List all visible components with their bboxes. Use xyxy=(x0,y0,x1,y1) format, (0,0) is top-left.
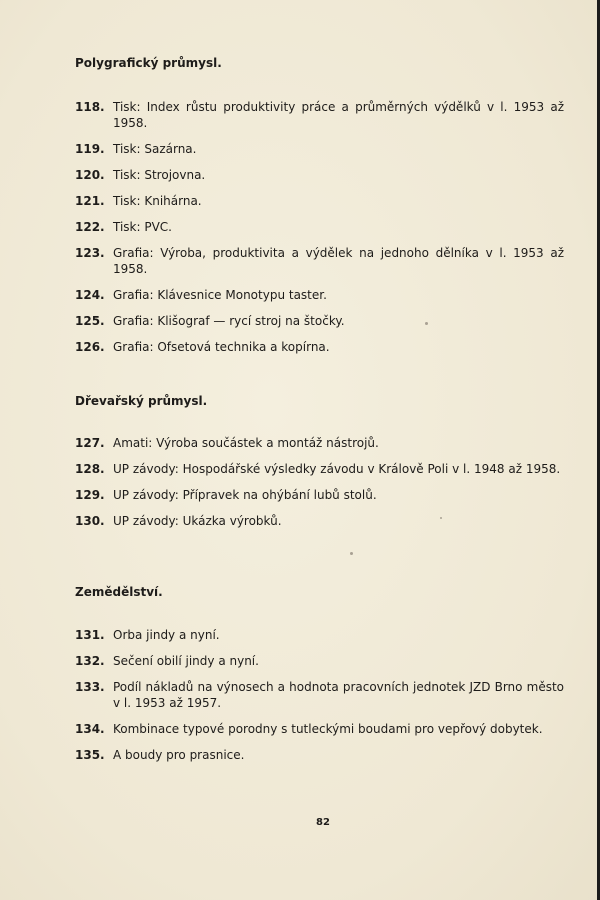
entry-text: Tisk: Index růstu produktivity práce a průměrných výdělků v l. 1953 až 1958. xyxy=(113,100,564,130)
entry-number: 118. xyxy=(75,100,105,114)
list-item xyxy=(75,627,564,643)
entry-number: 126. xyxy=(75,340,105,354)
page-number: 82 xyxy=(316,817,330,828)
list-item xyxy=(75,721,564,737)
list-item xyxy=(75,679,564,711)
list-item xyxy=(75,461,564,477)
entry-number: 123. xyxy=(75,246,105,260)
entry-text: Sečení obilí jindy a nyní. xyxy=(113,654,259,668)
entry-number: 122. xyxy=(75,220,105,234)
entry-text: Grafia: Ofsetová technika a kopírna. xyxy=(113,340,330,354)
entry-text: Tisk: PVC. xyxy=(113,220,172,234)
list-item xyxy=(75,141,564,157)
section-drevarsky xyxy=(75,394,575,539)
entry-text: Grafia: Klišograf — rycí stroj na štočky. xyxy=(113,314,345,328)
list-item xyxy=(75,219,564,235)
entry-number: 119. xyxy=(75,142,105,156)
entry-text: UP závody: Ukázka výrobků. xyxy=(113,514,282,528)
entry-text: Kombinace typové porodny s tutleckými boudami pro vepřový dobytek. xyxy=(113,722,543,736)
list-item xyxy=(75,167,564,183)
entry-text: Orba jindy a nyní. xyxy=(113,628,220,642)
entry-text: Grafia: Klávesnice Monotypu taster. xyxy=(113,288,327,302)
list-item xyxy=(75,747,564,763)
list-item xyxy=(75,287,564,303)
entry-number: 124. xyxy=(75,288,105,302)
list-item xyxy=(75,653,564,669)
entry-text: UP závody: Hospodářské výsledky závodu v Králově Poli v l. 1948 až 1958. xyxy=(113,462,561,476)
entry-number: 129. xyxy=(75,488,105,502)
list-item xyxy=(75,435,564,451)
entry-text: Tisk: Sazárna. xyxy=(113,142,197,156)
entry-number: 133. xyxy=(75,680,105,694)
entry-text: Tisk: Strojovna. xyxy=(113,168,206,182)
entry-number: 120. xyxy=(75,168,105,182)
entry-text: Grafia: Výroba, produktivita a výdělek na jednoho dělníka v l. 1953 až 1958. xyxy=(113,246,564,276)
entry-text: A boudy pro prasnice. xyxy=(113,748,245,762)
list-item xyxy=(75,313,564,329)
entry-text: Amati: Výroba součástek a montáž nástrojů. xyxy=(113,436,379,450)
paper-speck xyxy=(440,517,442,519)
entry-number: 135. xyxy=(75,748,105,762)
entry-number: 125. xyxy=(75,314,105,328)
list-item xyxy=(75,339,564,355)
entry-number: 128. xyxy=(75,462,105,476)
paper-speck xyxy=(425,322,428,325)
entry-number: 127. xyxy=(75,436,105,450)
list-item xyxy=(75,487,564,503)
paper-speck xyxy=(350,552,353,555)
entry-number: 132. xyxy=(75,654,105,668)
entry-list xyxy=(75,435,575,529)
list-item xyxy=(75,99,564,131)
entry-number: 131. xyxy=(75,628,105,642)
list-item xyxy=(75,513,564,529)
section-title: Polygrafický průmysl. xyxy=(75,56,222,70)
entry-text: Podíl nákladů na výnosech a hodnota pracovních jednotek JZD Brno město v l. 1953 až 1957. xyxy=(113,680,564,710)
entry-text: UP závody: Přípravek na ohýbání lubů stolů. xyxy=(113,488,377,502)
list-item xyxy=(75,245,564,277)
list-item xyxy=(75,193,564,209)
section-polygraficky xyxy=(75,56,575,365)
section-title: Zemědělství. xyxy=(75,585,163,599)
section-zemedelstvi xyxy=(75,585,575,773)
entry-number: 130. xyxy=(75,514,105,528)
entry-number: 121. xyxy=(75,194,105,208)
entry-text: Tisk: Knihárna. xyxy=(113,194,202,208)
section-title: Dřevařský průmysl. xyxy=(75,394,208,408)
entry-list xyxy=(75,99,575,355)
entry-list xyxy=(75,627,575,763)
entry-number: 134. xyxy=(75,722,105,736)
